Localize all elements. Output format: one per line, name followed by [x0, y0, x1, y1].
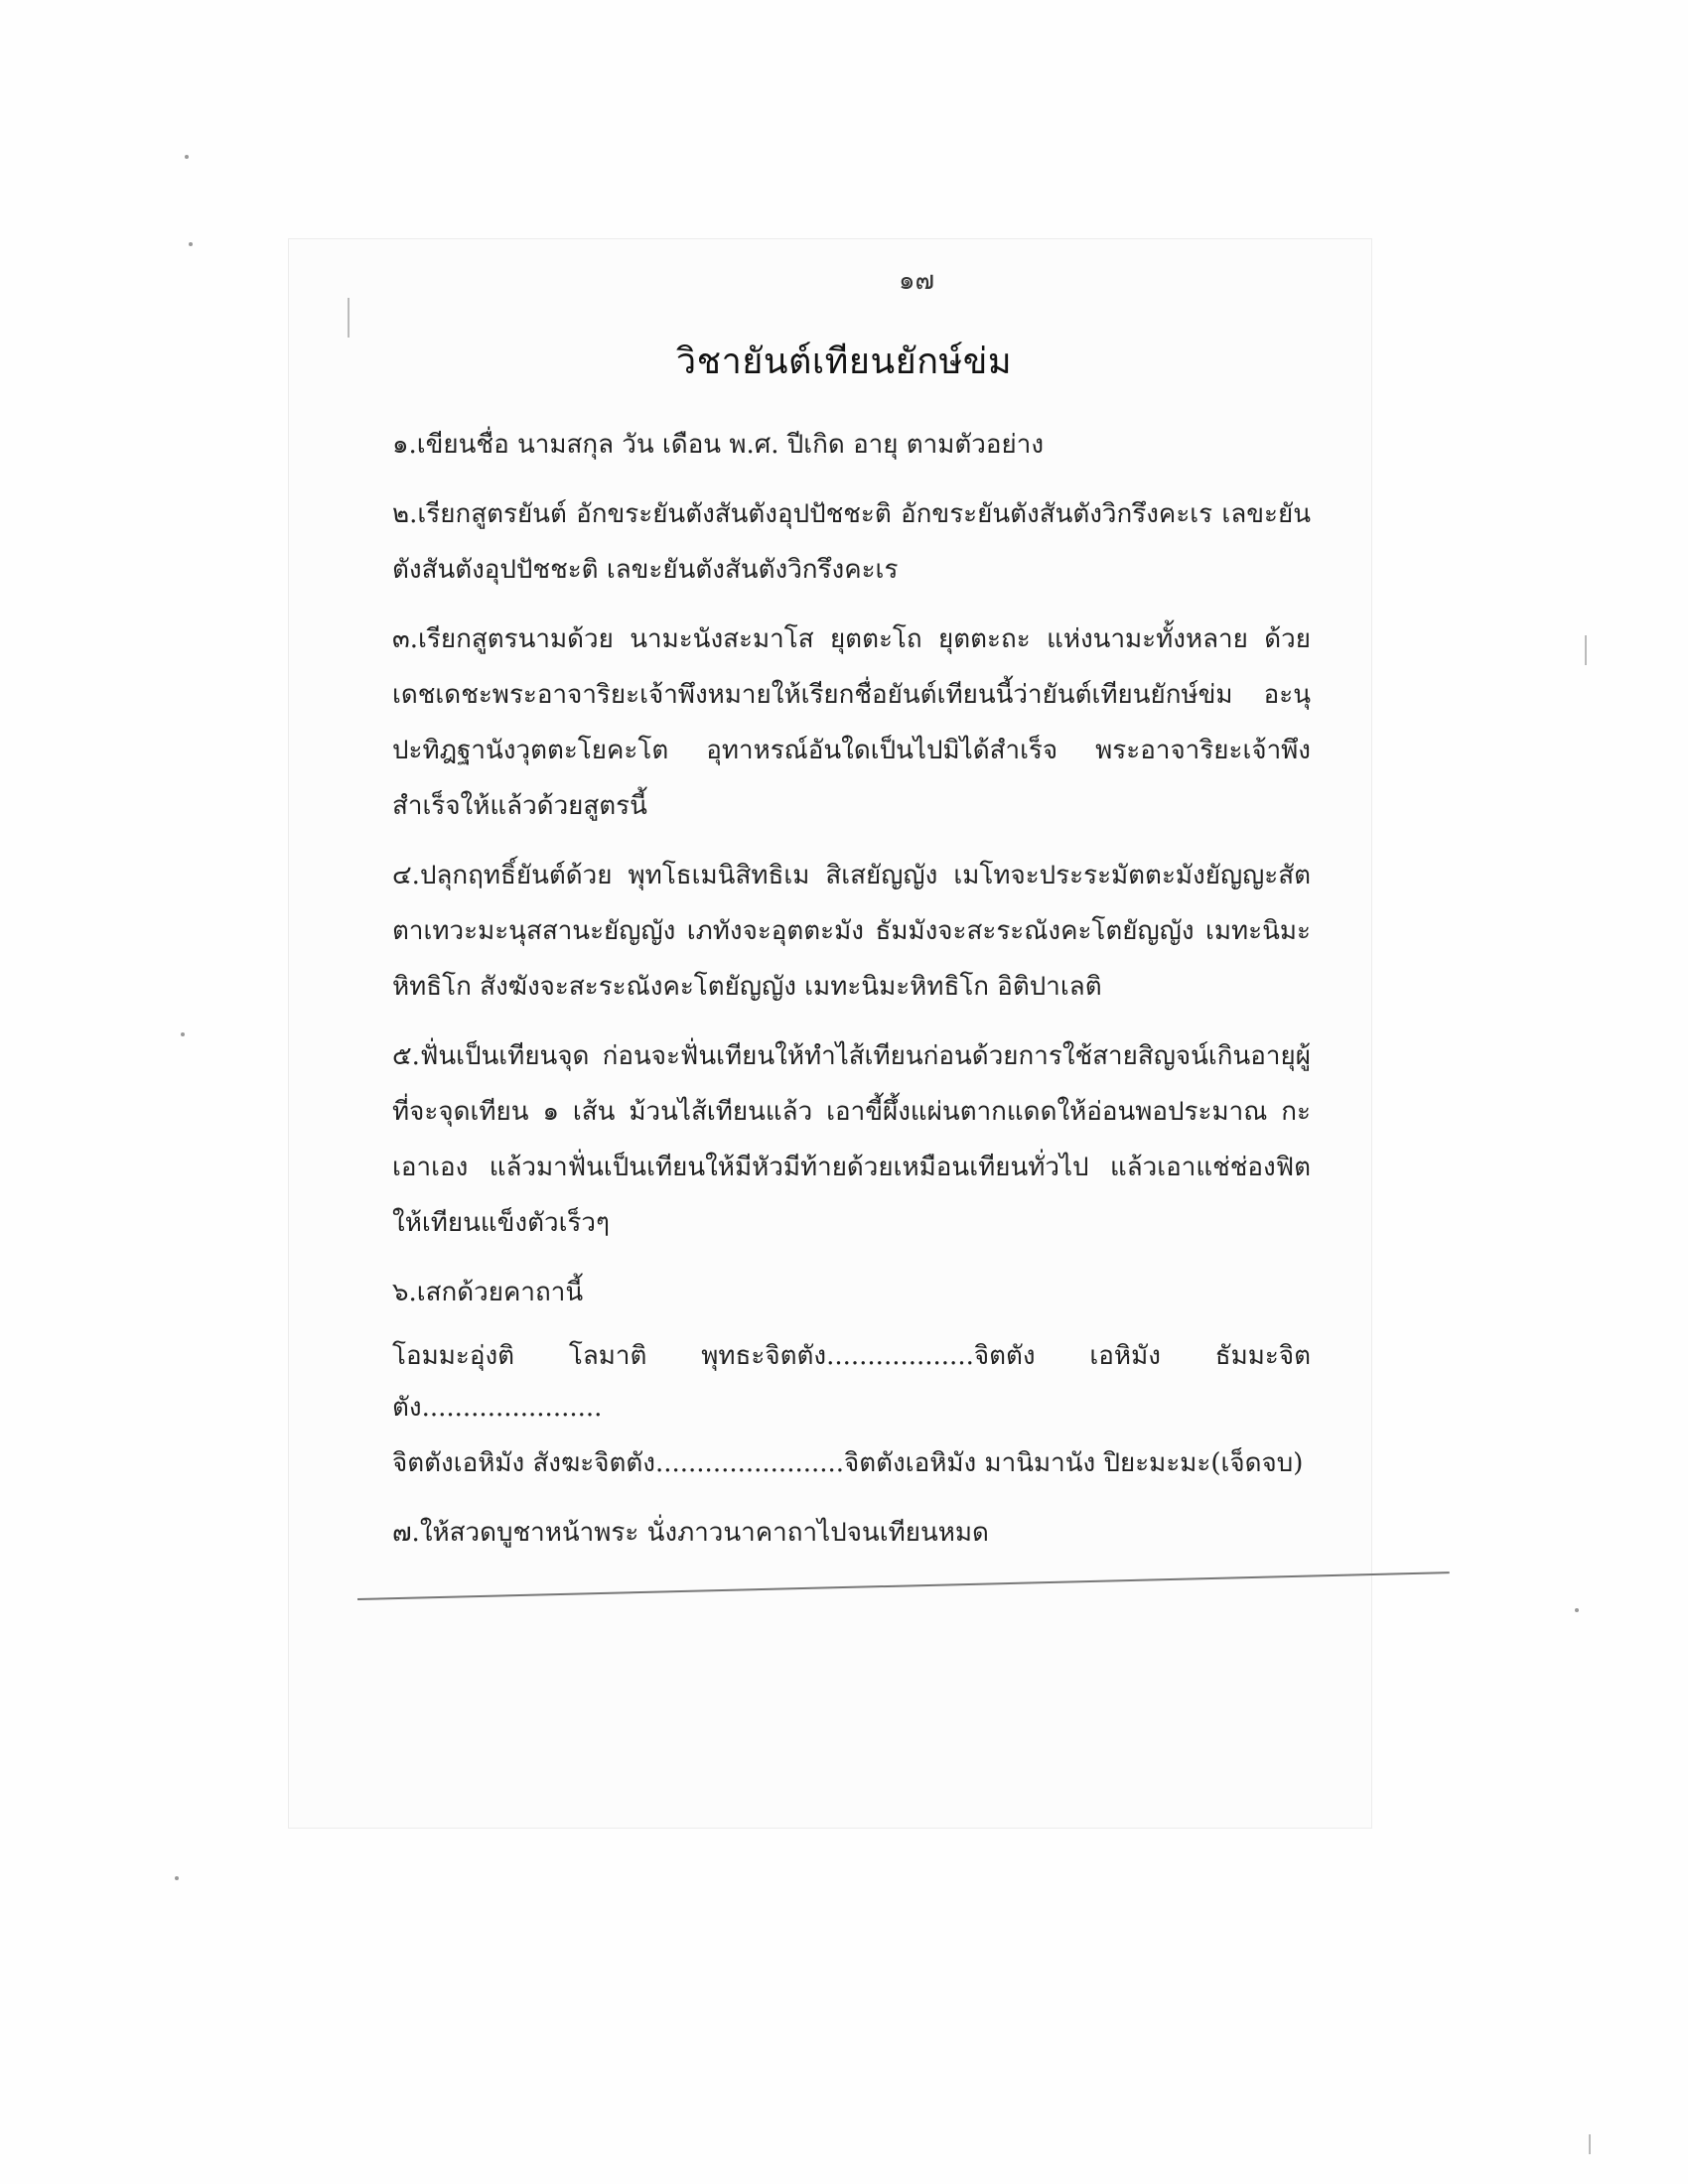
- incantation-line-2: จิตตังเอหิมัง สังฆะจิตตัง.......................จิตตังเอหิมัง มานิมานัง ปิยะมะมะ(เจ็ดจบ): [392, 1448, 1304, 1478]
- step-1: ๑.เขียนชื่อ นามสกุล วัน เดือน พ.ศ. ปีเกิด อายุ ตามตัวอย่าง: [392, 430, 1045, 460]
- scan-speck: [189, 242, 193, 246]
- scan-speck: [175, 1876, 179, 1880]
- step-7: ๗.ให้สวดบูชาหน้าพระ นั่งภาวนาคาถาไปจนเทียนหมด: [392, 1518, 989, 1548]
- scan-margin-mark: [1589, 2134, 1591, 2154]
- document-title: วิชายันต์เทียนยักษ์ข่ม: [675, 341, 1013, 382]
- step-2: ๒.เรียกสูตรยันต์ อักขระยันตังสันตังอุปปัชชะติ อักขระยันตังสันตังวิกรึงคะเร เลขะยันตังสันตังอุปปัชชะติ เลขะยันตังสันตังวิกรึงคะเร: [392, 499, 1311, 585]
- scan-speck: [185, 155, 189, 159]
- step-4: ๔.ปลุกฤทธิ์ยันต์ด้วย พุทโธเมนิสิทธิเม สิเสยัญญัง เมโทจะประระมัตตะมังยัญญะสัตตาเทวะมะนุสสานะยัญญัง เภทังจะอุตตะมัง ธัมมังจะสะระณังคะโตยัญญัง เมทะนิมะหิทธิโก สังฆังจะสะระณังคะโตยัญญัง เมทะนิมะหิทธิโก อิติปาเลติ: [392, 861, 1311, 1002]
- document-body: [392, 417, 1311, 1563]
- step-6: ๖.เสกด้วยคาถานี้: [392, 1278, 584, 1307]
- incantation-line-1: โอมมะอุ่งติ โลมาติ พุทธะจิตตัง..................จิตตัง เอหิมัง ธัมมะจิตตัง......................: [392, 1341, 1311, 1423]
- scan-margin-mark: [1585, 635, 1587, 665]
- scan-speck: [1575, 1608, 1579, 1612]
- scan-speck: [181, 1032, 185, 1036]
- step-3: ๓.เรียกสูตรนามด้วย นามะนังสะมาโส ยุตตะโถ ยุตตะถะ แห่งนามะทั้งหลาย ด้วยเดชเดชะพระอาจาริยะเจ้าพึงหมายให้เรียกชื่อยันต์เทียนนี้ว่ายันต์เทียนยักษ์ข่ม อะนุปะทิฎฐานังวุตตะโยคะโต อุทาหรณ์อันใดเป็นไปมิได้สำเร็จ พระอาจาริยะเจ้าพึงสำเร็จให้แล้วด้วยสูตรนี้: [392, 624, 1311, 821]
- page-number: ๑๗: [899, 266, 935, 296]
- scan-margin-mark: [348, 298, 350, 338]
- step-5: ๕.ฟั่นเป็นเทียนจุด ก่อนจะฟั่นเทียนให้ทำไส้เทียนก่อนด้วยการใช้สายสิญจน์เกินอายุผู้ที่จะจุดเทียน ๑ เส้น ม้วนไส้เทียนแล้ว เอาขี้ผึ้งแผ่นตากแดดให้อ่อนพอประมาณ กะเอาเอง แล้วมาฟั่นเป็นเทียนให้มีหัวมีท้ายด้วยเหมือนเทียนทั่วไป แล้วเอาแช่ช่องฟิตให้เทียนแข็งตัวเร็วๆ: [392, 1041, 1311, 1238]
